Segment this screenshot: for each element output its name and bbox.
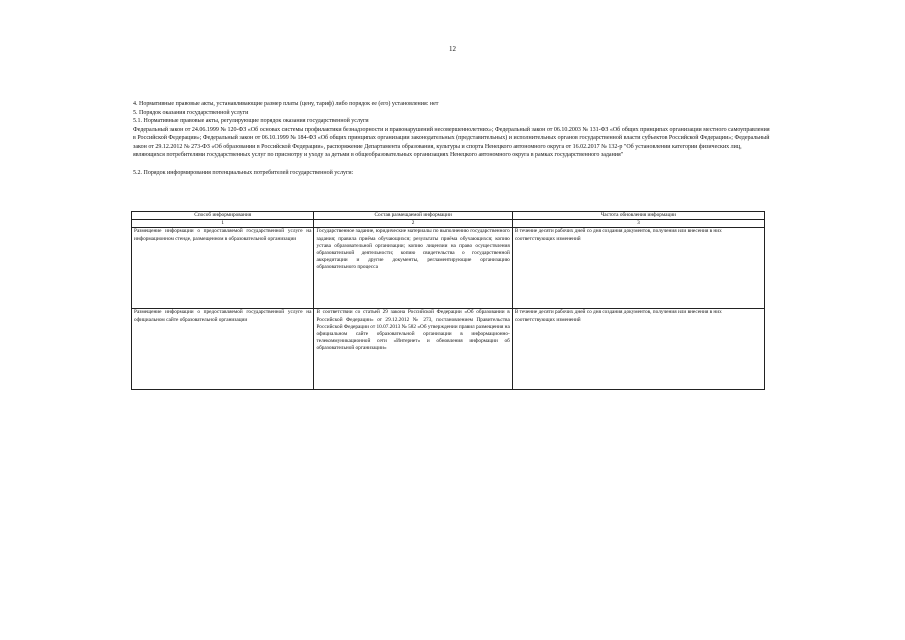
spacer — [133, 160, 773, 169]
table-header-method: Способ информирования — [132, 212, 314, 220]
column-number-2: 2 — [314, 220, 512, 228]
paragraph-5-2-title: 5.2. Порядок информирования потенциальных потребителей государственной услуги: — [133, 169, 354, 176]
information-table — [131, 211, 765, 390]
table-number-row — [132, 220, 765, 228]
cell-method: Размещение информации о предоставляемой государственной услуге на официальном сайте образовательной организации — [132, 309, 314, 390]
paragraph-5: 5. Порядок оказания государственной услуги — [133, 109, 249, 116]
table-row — [132, 228, 765, 309]
column-number-1: 1 — [132, 220, 314, 228]
table-header-row — [132, 212, 765, 220]
cell-method: Размещение информации о предоставляемой государственной услуге на информационном стенде, размещенном в образовательной организации — [132, 228, 314, 309]
table-header-content: Состав размещаемой информации — [314, 212, 512, 220]
column-number-3: 3 — [512, 220, 764, 228]
cell-content: В соответствии со статьей 29 закона Российской Федерации «Об образовании в Российской Федерации» от 29.12.2012 № 273, постановлением Правительства Российской Федерации от 10.07.2013 № 582 «Об утверждении правил размещения на официальном сайте образовательной организации в информационно-телекоммуникационной сети «Интернет» и обновления информации об образовательной организации» — [314, 309, 512, 390]
cell-frequency: В течение десяти рабочих дней со дня создания документов, получения или внесения в них соответствующих изменений — [512, 309, 764, 390]
table-header-frequency: Частота обновления информации — [512, 212, 764, 220]
cell-content: Государственное задание, юридические материалы по выполнению государственного задания; правила приёма обучающихся; результаты приёма обучающихся; копию устава образовательной организации; копию лицензии на право осуществления образовательной деятельности; копию свидетельства о государственной аккредитации и другие документы, регламентирующие организацию образовательного процесса — [314, 228, 512, 309]
paragraph-5-1-body: Федеральный закон от 24.06.1999 № 120-ФЗ «Об основах системы профилактики безнадзорности и правонарушений несовершеннолетних»; Федеральный закон от 06.10.2003 № 131-ФЗ «Об общих принципах организации местного самоуправления в Российской Федерации»; Федеральный закон от 06.10.1999 № 184-ФЗ «Об общих принципах организации законодательных (представительных) и исполнительных органов государственной власти субъектов Российской Федерации»; Федеральный закон от 29.12.2012 № 273-ФЗ «Об образовании в Российской Федерации», распоряжение Департамента образования, культуры и спорта Ненецкого автономного округа от 16.02.2017 № 132-р "Об установлении категории физических лиц, являющихся потребителями государственных услуг по присмотру и уходу за детьми в общеобразовательных организациях Ненецкого автономного округа в рамках государственного задания" — [133, 126, 770, 158]
cell-frequency: В течение десяти рабочих дней со дня создания документов, получения или внесения в них соответствующих изменений — [512, 228, 764, 309]
paragraph-5-1-title: 5.1. Нормативные правовые акты, регулирующие порядок оказания государственной услуги — [133, 118, 369, 124]
paragraph-4: 4. Нормативные правовые акты, устанавливающие размер платы (цену, тариф) либо порядок ее (его) установления: нет — [133, 101, 439, 107]
page-number: 12 — [449, 45, 456, 53]
document-body — [133, 100, 773, 177]
table-row — [132, 309, 765, 390]
